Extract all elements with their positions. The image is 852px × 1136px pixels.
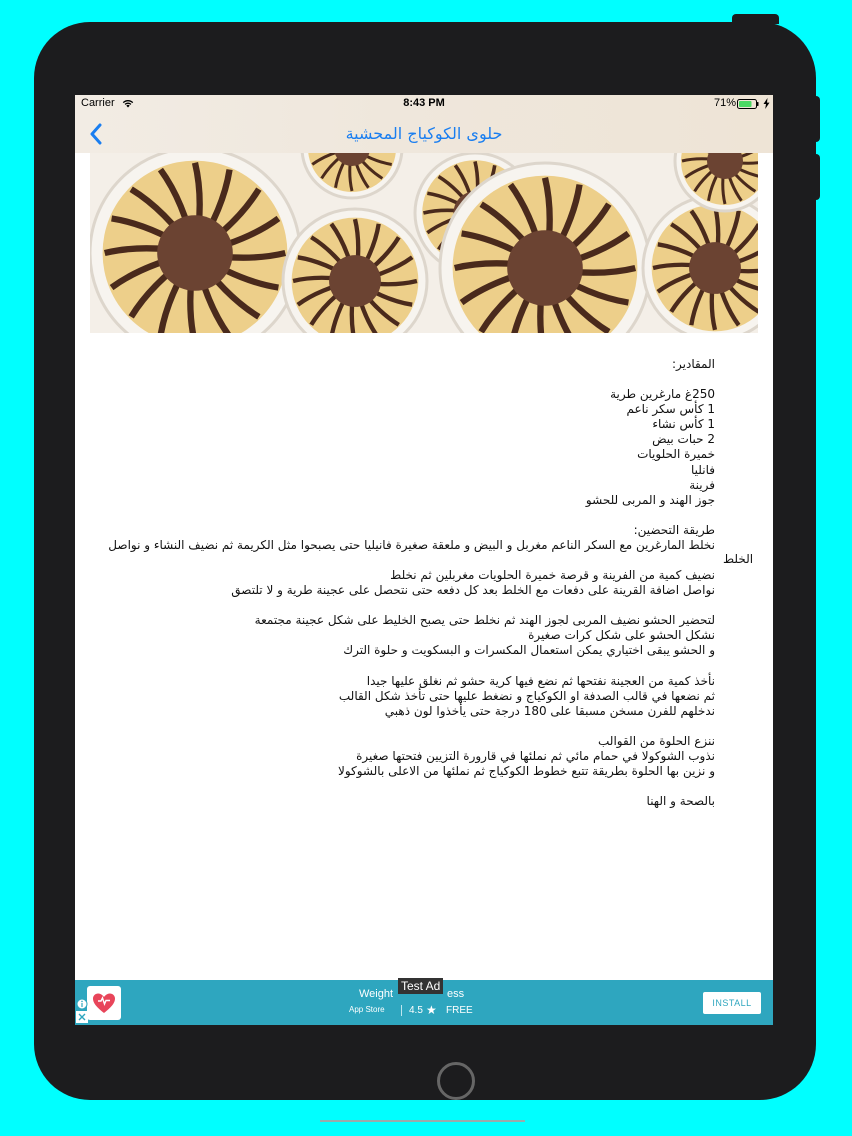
recipe-line: نضيف كمية من الفرينة و قرصة خميرة الحلويات مغربلين ثم نخلط <box>390 568 715 583</box>
recipe-line: و الحشو يبقى اختياري يمكن استعمال المكسرات و البسكويت و حلوة الترك <box>343 643 715 658</box>
ad-title-end[interactable]: ess <box>447 988 465 1000</box>
ad-divider <box>401 1005 402 1016</box>
recipe-line: لتحضير الحشو نضيف المربى لجوز الهند ثم نخلط حتى يصبح الخليط على شكل عجينة مجتمعة <box>254 613 715 628</box>
app-screen <box>75 95 773 1025</box>
home-indicator <box>320 1120 525 1122</box>
home-button[interactable] <box>437 1062 475 1100</box>
line-gap <box>75 659 715 674</box>
recipe-photo <box>90 153 758 333</box>
recipe-line: نخلط المارغرين مع السكر الناعم مغربل و البيض و ملعقة صغيرة فانيليا حتى يصبحوا مثل الكريمة ثم نضيف النشاء و نواصل <box>108 537 715 552</box>
clock: 8:43 PM <box>403 97 445 109</box>
recipe-line: المقادير: <box>671 357 715 371</box>
recipe-line: خميرة الحلويات <box>637 447 715 462</box>
battery-percentage: 71% <box>714 97 737 109</box>
heart-icon <box>87 986 121 1020</box>
page-title: حلوى الكوكياج المحشية <box>345 124 503 143</box>
charge-icon <box>763 98 770 109</box>
recipe-line: فرينة <box>689 477 715 492</box>
recipe-line: نذوب الشوكولا في حمام مائي ثم نملئها في قارورة التزيين فتحتها صغيرة <box>356 748 715 763</box>
test-ad-label: Test Ad <box>398 978 443 994</box>
ad-app-icon[interactable] <box>87 986 121 1020</box>
app-store-label <box>349 1005 385 1014</box>
back-chevron-icon[interactable] <box>85 120 109 148</box>
line-gap <box>75 553 715 568</box>
navigation-bar <box>75 95 773 153</box>
carrier-label: Carrier <box>81 97 115 109</box>
cookie <box>283 209 427 333</box>
app-store-text: App Store <box>349 1005 385 1014</box>
recipe-line: نواصل اضافة القرينة على دفعات مع الخلط بعد كل دفعه حتى نتحصل على عجينة طرية و لا تلتصق <box>231 583 715 598</box>
ad-title[interactable]: Weight <box>359 988 394 1000</box>
status-bar <box>75 95 773 113</box>
recipe-line: نشكل الحشو على شكل كرات صغيرة <box>528 628 715 643</box>
wrapped-word: الخلط <box>723 552 754 566</box>
line-gap <box>75 779 715 794</box>
ad-banner[interactable] <box>75 980 773 1025</box>
line-gap <box>75 508 715 523</box>
line-gap <box>75 598 715 613</box>
ad-rating: 4.5 <box>409 1005 423 1016</box>
star-icon: ★ <box>426 1003 437 1017</box>
cookie <box>90 153 300 333</box>
recipe-line: نأخذ كمية من العجينة نفتحها ثم نضع فيها كرية حشو ثم نغلق عليها جيدا <box>366 673 715 688</box>
recipe-text <box>75 357 715 809</box>
close-icon[interactable] <box>76 1011 88 1023</box>
cookie <box>302 153 402 198</box>
info-icon[interactable] <box>76 998 88 1010</box>
recipe-line: بالصحة و الهنا <box>646 794 715 809</box>
cookie <box>643 196 758 333</box>
recipe-line: و نزين بها الحلوة بطريقة تتبع خطوط الكوكياج ثم نملئها من الاعلى بالشوكولا <box>337 763 715 778</box>
cookies-illustration <box>90 153 758 333</box>
install-button[interactable]: INSTALL <box>703 992 761 1014</box>
ad-price: FREE <box>446 1005 473 1016</box>
recipe-line: 1 كأس نشاء <box>652 417 715 432</box>
recipe-line: ثم نضعها في قالب الصدفة او الكوكياج و نضغط عليها حتى تأخذ شكل القالب <box>338 688 715 703</box>
line-gap <box>75 372 715 387</box>
recipe-line: ننزع الحلوة من القوالب <box>598 733 715 748</box>
battery-icon <box>737 99 759 109</box>
recipe-line: طريقة التحضين: <box>633 522 715 537</box>
recipe-line: جوز الهند و المربى للحشو <box>585 492 715 507</box>
recipe-line: 2 حبات بيض <box>652 432 715 447</box>
recipe-line: 1 كأس سكر ناعم <box>626 402 715 417</box>
line-gap <box>75 719 715 734</box>
recipe-line: 250غ مارغرين طرية <box>610 387 715 402</box>
recipe-line: ندخلهم للفرن مسخن مسبقا على 180 درجة حتى يأخذوا لون ذهبي <box>384 703 715 718</box>
recipe-line: فانليا <box>691 462 715 477</box>
